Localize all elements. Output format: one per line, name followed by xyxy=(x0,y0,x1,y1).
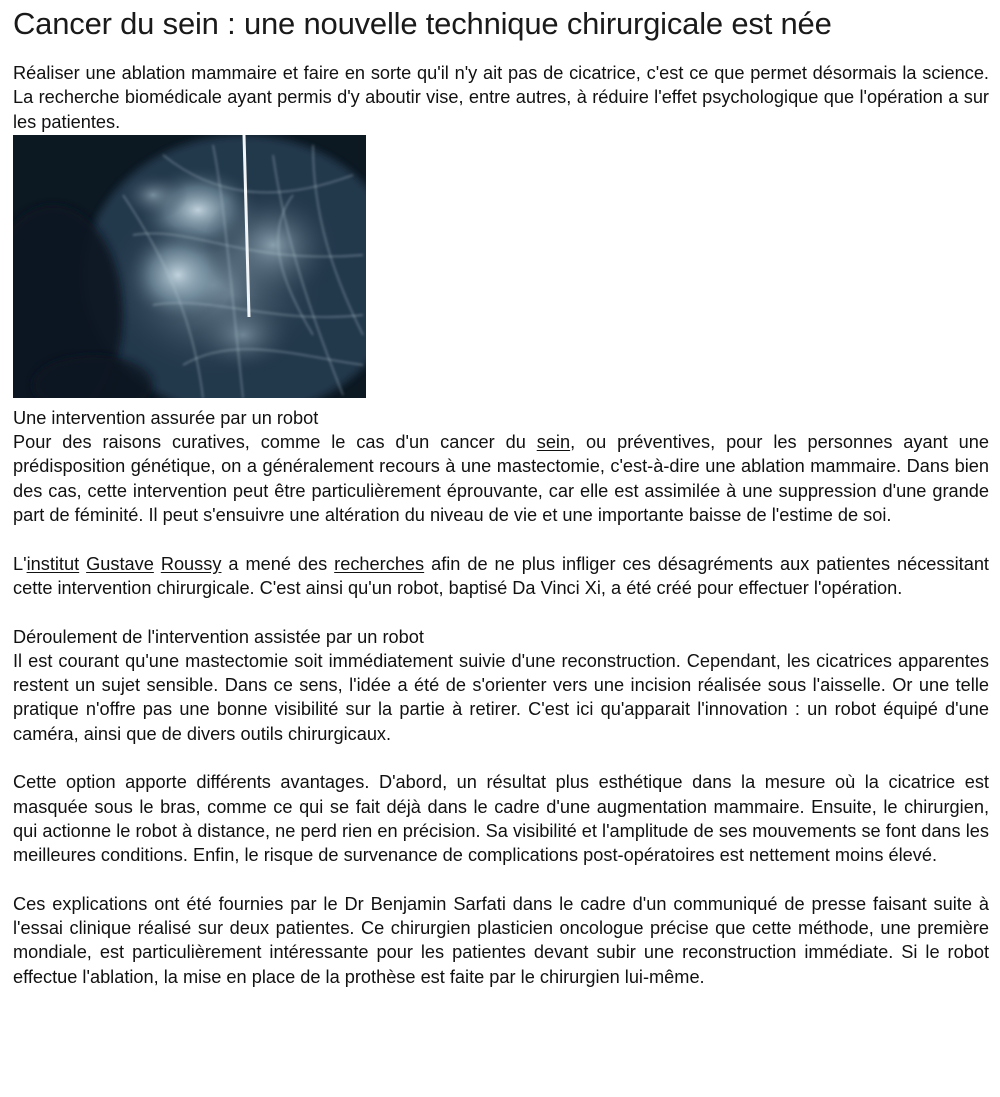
link-sein[interactable]: sein xyxy=(536,432,571,453)
paragraph-1-text-a: Pour des raisons curatives, comme le cas d'un cancer du xyxy=(13,432,537,453)
image-caption: Une intervention assurée par un robot xyxy=(13,407,319,428)
paragraph-2 xyxy=(13,552,989,601)
intro-paragraph: Réaliser une ablation mammaire et faire en sorte qu'il n'y ait pas de cicatrice, c'est ce que permet désormais la science. La recherche biomédicale ayant permis d'y aboutir vise, entre autres, à réduire l'effet psychologique que l'opération a sur les patientes. xyxy=(13,63,989,132)
page-title: Cancer du sein : une nouvelle technique chirurgicale est née xyxy=(13,6,832,41)
mammogram-image xyxy=(13,135,366,398)
paragraph-2-text-a: L' xyxy=(13,553,27,574)
article xyxy=(13,4,989,989)
paragraph-2-text-c: afin de ne plus infliger ces désagréments aux patientes nécessitant cette intervention chirurgicale. C'est ainsi qu'un robot, baptisé Da Vinci Xi, a été créé pour effectuer l'opération. xyxy=(13,553,989,598)
paragraph-5: Ces explications ont été fournies par le Dr Benjamin Sarfati dans le cadre d'un communiqué de presse faisant suite à l'essai clinique réalisé sur deux patientes. Ce chirurgien plasticien oncologue précise que cette méthode, une première mondiale, est particulièrement intéressante pour les patientes devant subir une reconstruction immédiate. Si le robot effectue l'ablation, la mise en place de la prothèse est faite par le chirurgien lui-même. xyxy=(13,893,989,987)
section-subheading: Déroulement de l'intervention assistée par un robot xyxy=(13,626,424,647)
paragraph-1 xyxy=(13,430,989,527)
link-recherches[interactable]: recherches xyxy=(334,553,425,574)
paragraph-4: Cette option apporte différents avantages. D'abord, un résultat plus esthétique dans la mesure où la cicatrice est masquée sous le bras, comme ce qui se fait déjà dans le cadre d'une augmentation mammaire. Ensuite, le chirurgien, qui actionne le robot à distance, ne perd rien en précision. Sa visibilité et l'amplitude de ses mouvements se font dans les meilleures conditions. Enfin, le risque de survenance de complications post-opératoires est nettement moins élevé. xyxy=(13,772,989,866)
paragraph-2-text-b: a mené des xyxy=(221,553,335,574)
link-gustave[interactable]: Gustave xyxy=(86,553,154,574)
link-institut[interactable]: institut xyxy=(26,553,80,574)
paragraph-1-text-b: , ou préventives, pour les personnes ayant une prédisposition génétique, on a généralement recours à une mastectomie, c'est-à-dire une ablation mammaire. Dans bien des cas, cette intervention peut être particulièrement éprouvante, car elle est assimilée à une suppression d'une grande part de féminité. Il peut s'ensuivre une altération du niveau de vie et une importante baisse de l'estime de soi. xyxy=(13,432,990,526)
paragraph-3: Il est courant qu'une mastectomie soit immédiatement suivie d'une reconstruction. Cependant, les cicatrices apparentes restent un sujet sensible. Dans ce sens, l'idée a été de s'orienter vers une incision réalisée sous l'aisselle. Or une telle pratique n'offre pas une bonne visibilité sur la partie à retirer. C'est ici qu'apparait l'innovation : un robot équipé d'une caméra, ainsi que de divers outils chirurgicaux. xyxy=(13,650,989,744)
link-roussy[interactable]: Roussy xyxy=(160,553,222,574)
